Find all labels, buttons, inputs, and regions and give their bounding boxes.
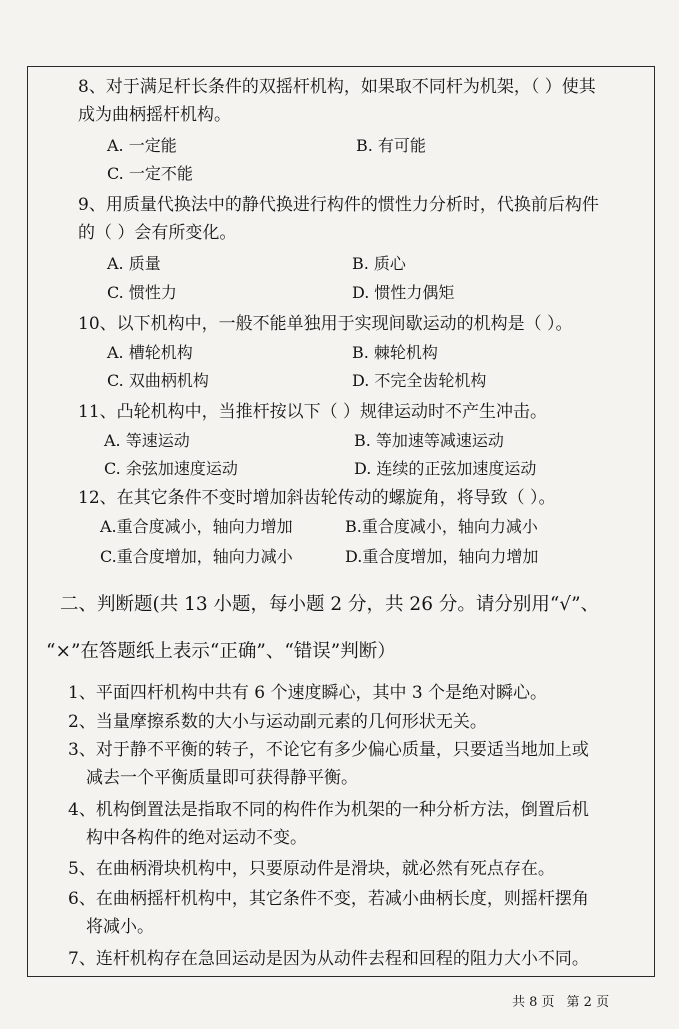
tf-item-2: 2、当量摩擦系数的大小与运动副元素的几何形状无关。 — [68, 712, 487, 732]
tf-item-5: 5、在曲柄滑块机构中，只要原动件是滑块，就必然有死点存在。 — [68, 859, 555, 879]
q8-option-c: C. 一定不能 — [107, 164, 193, 183]
q12-option-d: D.重合度增加，轴向力增加 — [345, 547, 539, 566]
q11-option-b: B. 等加速等减速运动 — [354, 431, 504, 450]
tf-item-3-line1: 3、对于静不平衡的转子，不论它有多少偏心质量，只要适当地加上或 — [68, 740, 589, 760]
tf-item-4-line2: 构中各构件的绝对运动不变。 — [86, 828, 307, 848]
q10-option-c: C. 双曲柄机构 — [107, 371, 209, 390]
page-number: 第 2 页 — [566, 995, 610, 1010]
q12-stem: 12、在其它条件不变时增加斜齿轮传动的螺旋角，将导致（ ）。 — [78, 488, 556, 508]
q10-option-b: B. 棘轮机构 — [352, 343, 438, 362]
page-footer — [512, 991, 609, 1010]
tf-item-6-line1: 6、在曲柄摇杆机构中，其它条件不变，若减小曲柄长度，则摇杆摆角 — [68, 889, 589, 909]
q9-option-c: C. 惯性力 — [107, 283, 177, 302]
tf-item-1: 1、平面四杆机构中共有 6 个速度瞬心，其中 3 个是绝对瞬心。 — [68, 683, 548, 703]
q9-option-d: D. 惯性力偶矩 — [352, 283, 455, 302]
q12-option-c: C.重合度增加，轴向力减小 — [100, 547, 293, 566]
q9-option-a: A. 质量 — [107, 254, 161, 273]
q11-option-c: C. 余弦加速度运动 — [104, 459, 238, 478]
section2-heading-line2: “×”在答题纸上表示“正确”、“错误”判断） — [46, 641, 396, 662]
q12-option-a: A.重合度减小，轴向力增加 — [100, 517, 293, 536]
q9-stem-line2: 的（ ）会有所变化。 — [78, 223, 237, 243]
q9-stem-line1: 9、用质量代换法中的静代换进行构件的惯性力分析时，代换前后构件 — [78, 195, 599, 215]
section2-heading-line1: 二、判断题(共 13 小题，每小题 2 分，共 26 分。请分别用“√”、 — [60, 594, 600, 615]
total-pages: 共 8 页 — [512, 995, 555, 1010]
tf-item-6-line2: 将减小。 — [86, 917, 154, 937]
q8-stem-line1: 8、对于满足杆长条件的双摇杆机构，如果取不同杆为机架，（ ）使其 — [78, 77, 596, 97]
tf-item-3-line2: 减去一个平衡质量即可获得静平衡。 — [86, 768, 358, 788]
q10-stem: 10、以下机构中，一般不能单独用于实现间歇运动的机构是（ ）。 — [78, 314, 573, 334]
q8-option-b: B. 有可能 — [356, 136, 426, 155]
q8-option-a: A. 一定能 — [107, 136, 177, 155]
tf-item-4-line1: 4、机构倒置法是指取不同的构件作为机架的一种分析方法，倒置后机 — [68, 800, 589, 820]
q8-stem-line2: 成为曲柄摇杆机构。 — [78, 105, 231, 125]
q11-option-a: A. 等速运动 — [104, 431, 190, 450]
q10-option-d: D. 不完全齿轮机构 — [352, 371, 487, 390]
q12-option-b: B.重合度减小，轴向力减小 — [345, 517, 538, 536]
q11-option-d: D. 连续的正弦加速度运动 — [354, 459, 537, 478]
q10-option-a: A. 槽轮机构 — [107, 343, 193, 362]
q9-option-b: B. 质心 — [352, 254, 406, 273]
tf-item-7: 7、连杆机构存在急回运动是因为从动件去程和回程的阻力大小不同。 — [68, 949, 589, 969]
q11-stem: 11、凸轮机构中，当推杆按以下（ ）规律运动时不产生冲击。 — [78, 402, 548, 422]
